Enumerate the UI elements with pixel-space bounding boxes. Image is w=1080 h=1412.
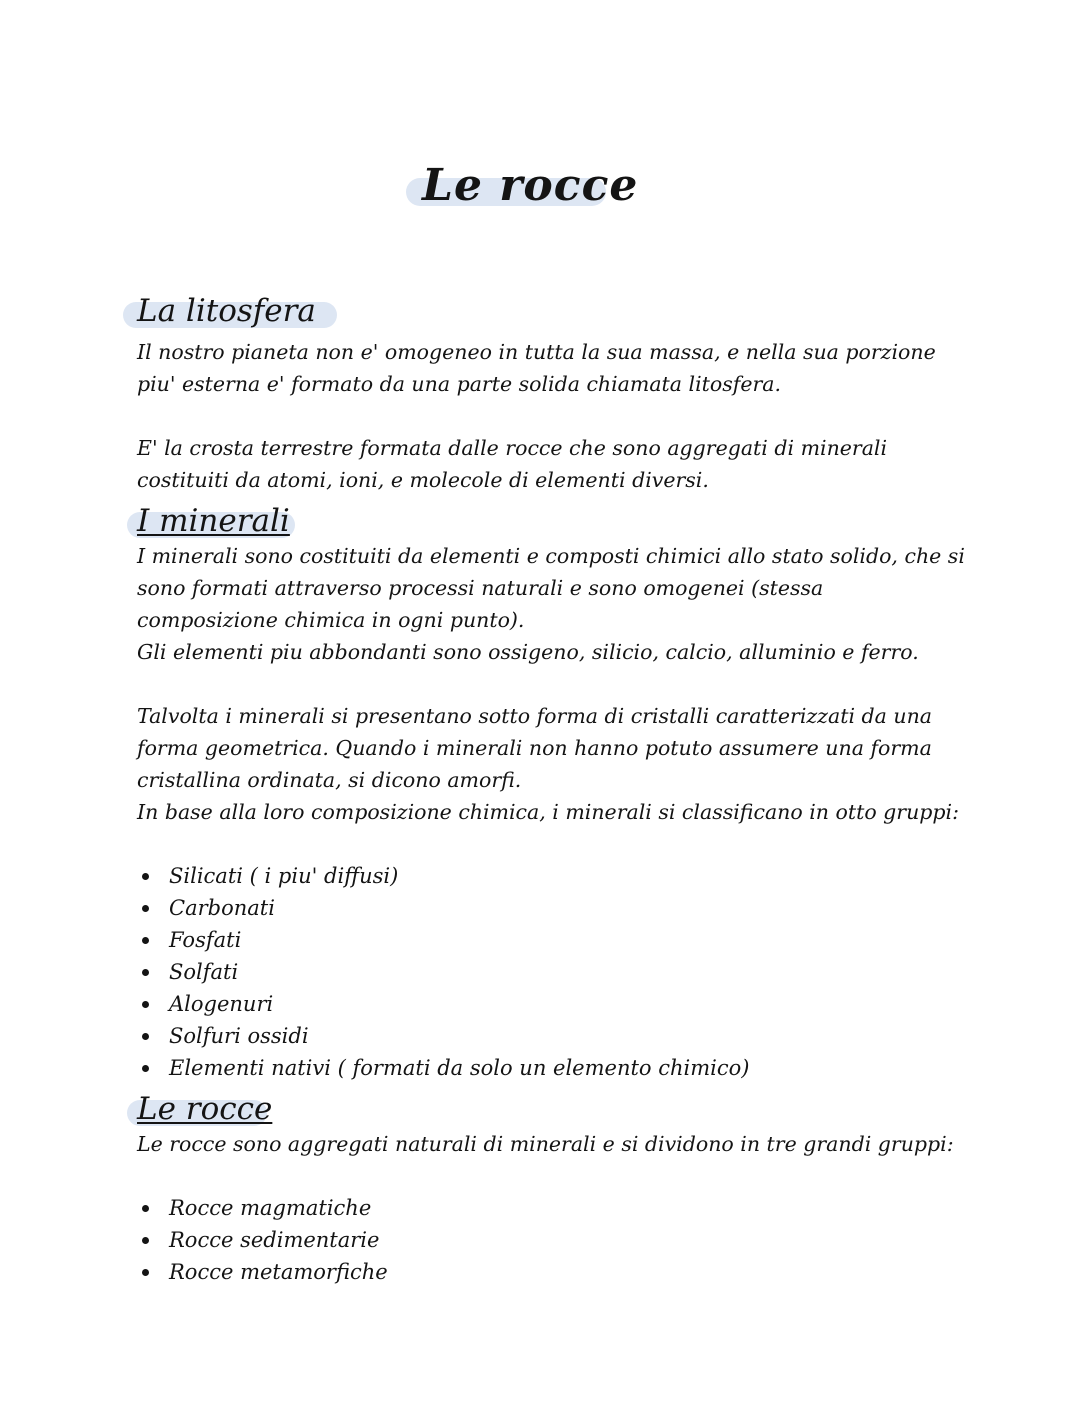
bullet-icon — [142, 1269, 149, 1276]
list-item: Rocce magmatiche — [137, 1192, 937, 1224]
rock-groups-list — [137, 1192, 937, 1288]
list-item: Silicati ( i piu' diffusi) — [137, 860, 937, 892]
list-item: Rocce metamorfiche — [137, 1256, 937, 1288]
minerali-paragraph-2: Gli elementi piu abbondanti sono ossigeno, silicio, calcio, alluminio e ferro. — [137, 640, 919, 664]
page-title: Le rocce — [422, 160, 639, 211]
list-item: Fosfati — [137, 924, 937, 956]
list-item: Solfuri ossidi — [137, 1020, 937, 1052]
bullet-icon — [142, 905, 149, 912]
litosfera-paragraph-1: Il nostro pianeta non e' omogeneo in tutta la sua massa, e nella sua porzione piu' esterna e' formato da una parte solida chiamata litosfera. — [137, 340, 936, 396]
page-title-block — [400, 156, 639, 216]
bullet-icon — [142, 1237, 149, 1244]
section-litosfera — [123, 292, 343, 330]
litosfera-paragraph-2: E' la crosta terrestre formata dalle rocce che sono aggregati di minerali costituiti da atomi, ioni, e molecole di elementi diversi. — [137, 436, 888, 492]
bullet-icon — [142, 1033, 149, 1040]
list-item: Carbonati — [137, 892, 937, 924]
section-minerali — [123, 502, 303, 540]
bullet-icon — [142, 969, 149, 976]
heading-litosfera: La litosfera — [137, 293, 316, 329]
bullet-icon — [142, 1001, 149, 1008]
minerali-paragraph-1: I minerali sono costituiti da elementi e composti chimici allo stato solido, che si sono formati attraverso processi naturali e sono omogenei (stessa composizione chimica in ogni punto). — [137, 544, 965, 632]
section-rocce — [123, 1090, 273, 1128]
rocce-paragraph-1: Le rocce sono aggregati naturali di minerali e si dividono in tre grandi gruppi: — [137, 1132, 954, 1156]
list-item: Solfati — [137, 956, 937, 988]
minerali-paragraph-4: In base alla loro composizione chimica, i minerali si classificano in otto gruppi: — [137, 800, 960, 824]
heading-rocce: Le rocce — [137, 1091, 273, 1127]
heading-minerali: I minerali — [137, 503, 290, 539]
mineral-groups-list — [137, 860, 937, 1084]
minerali-paragraph-3: Talvolta i minerali si presentano sotto forma di cristalli caratterizzati da una forma geometrica. Quando i minerali non hanno potuto assumere una forma cristallina ordinata, si dicono amorfi. — [137, 704, 933, 792]
list-item: Elementi nativi ( formati da solo un elemento chimico) — [137, 1052, 937, 1084]
bullet-icon — [142, 873, 149, 880]
bullet-icon — [142, 1065, 149, 1072]
bullet-icon — [142, 937, 149, 944]
bullet-icon — [142, 1205, 149, 1212]
list-item: Alogenuri — [137, 988, 937, 1020]
list-item: Rocce sedimentarie — [137, 1224, 937, 1256]
